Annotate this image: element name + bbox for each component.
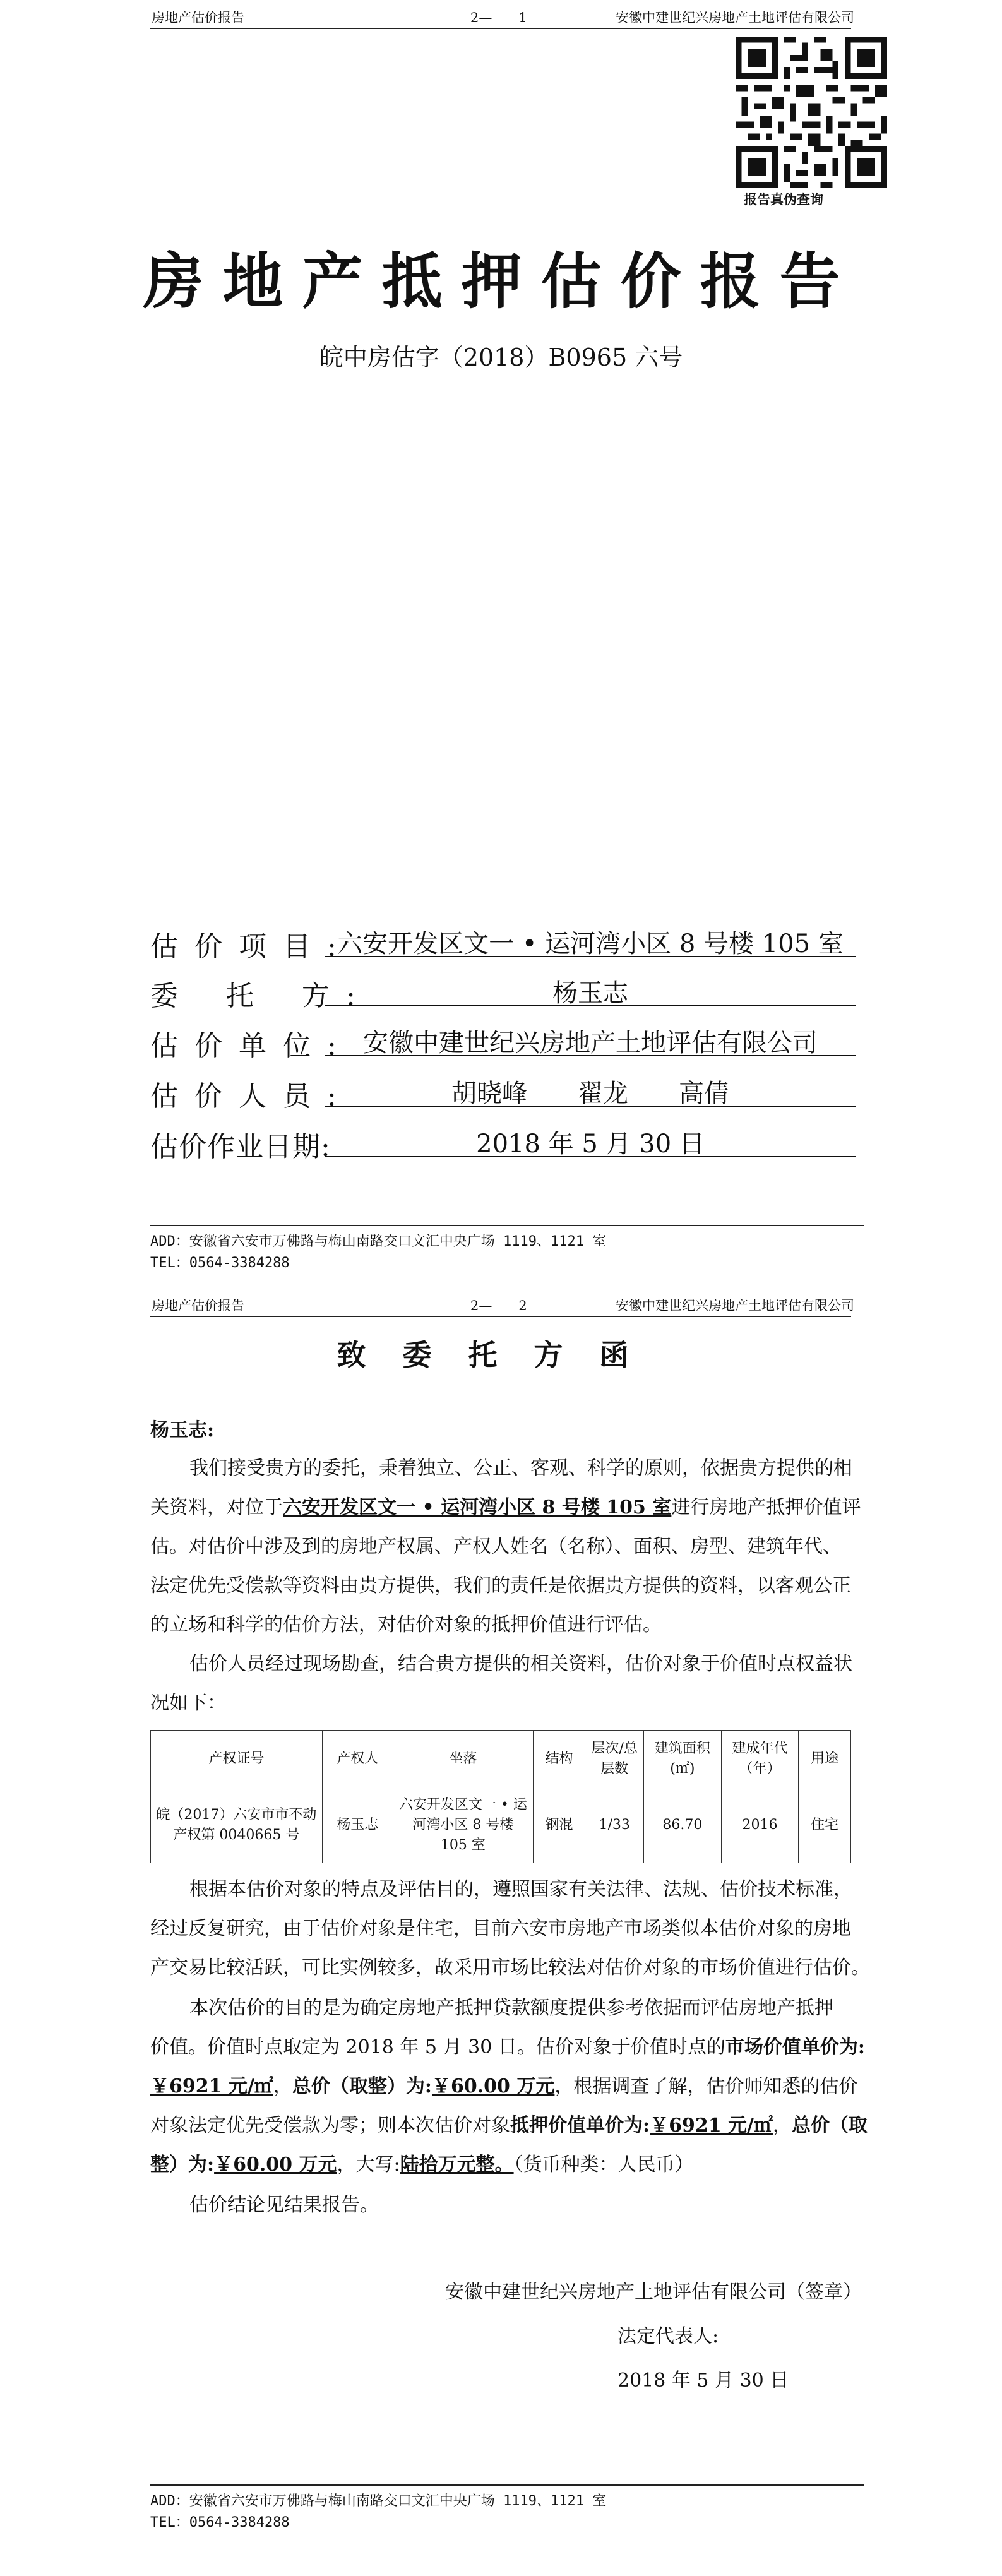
qr-code <box>736 37 887 188</box>
market-unit-price: ￥6921 元/㎡ <box>150 2075 273 2097</box>
table-cell-use: 住宅 <box>799 1787 851 1863</box>
mortgage-unit-price-label: 抵押价值单价为: <box>510 2114 650 2137</box>
para4-text: ，大写: <box>337 2154 400 2176</box>
market-unit-price-label: 市场价值单价为: <box>725 2036 865 2058</box>
footer-tel: TEL：0564-3384288 <box>150 1255 290 1271</box>
mortgage-total-label: 总价（取 <box>791 2114 868 2137</box>
property-table <box>150 1730 851 1863</box>
header-rule <box>150 28 851 29</box>
para4-text: 价值。价值时点取定为 2018 年 5 月 30 日。估价对象于价值时点的 <box>150 2036 725 2058</box>
page-header-number: 2— 2 <box>470 1298 527 1313</box>
footer-address: ADD：安徽省六安市万佛路与梅山南路交口文汇中央广场 1119、1121 室 <box>150 1234 607 1249</box>
table-cell-structure: 钢混 <box>533 1787 585 1863</box>
letter-title: 致委托方函 <box>337 1338 665 1372</box>
table-cell-floor: 1/33 <box>585 1787 644 1863</box>
table-header-cell: 用途 <box>799 1731 851 1787</box>
para4-line4 <box>150 2106 868 2145</box>
para3-line3: 产交易比较活跃，可比实例较多，故采用市场比较法对估价对象的市场价值进行估价。 <box>150 1957 870 1979</box>
footer-rule <box>150 2484 864 2486</box>
market-total-label: 总价（取整）为: <box>292 2075 432 2097</box>
page-header-title: 房地产估价报告 <box>152 1298 244 1313</box>
market-total-price: ￥60.00 万元 <box>431 2075 555 2097</box>
footer-tel: TEL：0564-3384288 <box>150 2515 290 2531</box>
table-cell-area: 86.70 <box>644 1787 722 1863</box>
para4-line2 <box>150 2028 865 2067</box>
para1-line5: 的立场和科学的估价方法，对估价对象的抵押价值进行评估。 <box>150 1614 662 1636</box>
table-cell-location: 六安开发区文一 • 运河湾小区 8 号楼 105 室 <box>393 1787 534 1863</box>
field-label-client: 委 托 方 : <box>150 980 359 1012</box>
report-title: 房地产抵押估价报告 <box>143 246 859 317</box>
field-value-work-date: 2018 年 5 月 30 日 <box>476 1130 705 1159</box>
para3-line1: 根据本估价对象的特点及评估目的，遵照国家有关法律、法规、估价技术标准， <box>189 1878 852 1900</box>
mortgage-unit-price: ￥6921 元/㎡ <box>650 2114 773 2137</box>
para4-text: 对象法定优先受偿款为零 <box>150 2114 359 2137</box>
table-header-cell: 产权人 <box>322 1731 393 1787</box>
para5: 估价结论见结果报告。 <box>189 2194 379 2216</box>
footer-address: ADD：安徽省六安市万佛路与梅山南路交口文汇中央广场 1119、1121 室 <box>150 2493 607 2509</box>
page-header-company: 安徽中建世纪兴房地产土地评估有限公司 <box>616 1298 854 1313</box>
signature-date: 2018 年 5 月 30 日 <box>617 2370 789 2392</box>
salutation: 杨玉志: <box>150 1419 215 1441</box>
para3-line2: 经过反复研究，由于估价对象是住宅，目前六安市房地产市场类似本估价对象的房地 <box>150 1917 851 1940</box>
para1-text: 关资料，对位于 <box>150 1496 283 1518</box>
table-header-cell: 坐落 <box>393 1731 534 1787</box>
para4-line1: 本次估价的目的是为确定房地产抵押贷款额度提供参考依据而评估房地产抵押 <box>189 1997 833 2019</box>
para1-line2 <box>150 1488 861 1527</box>
para2-line1: 估价人员经过现场勘查，结合贵方提供的相关资料，估价对象于价值时点权益状 <box>189 1653 852 1675</box>
para4-line3 <box>150 2067 857 2106</box>
table-header-cell: 结构 <box>533 1731 585 1787</box>
table-cell-owner: 杨玉志 <box>322 1787 393 1863</box>
field-value-appraiser-org: 安徽中建世纪兴房地产土地评估有限公司 <box>363 1029 818 1058</box>
table-header-cell: 产权证号 <box>151 1731 323 1787</box>
table-row <box>151 1787 851 1863</box>
mortgage-total-label-tail: 整）为: <box>150 2154 215 2176</box>
header-rule <box>150 1316 851 1317</box>
signature-company: 安徽中建世纪兴房地产土地评估有限公司（签章） <box>445 2281 862 2303</box>
para4-line5 <box>150 2145 694 2185</box>
para1-location: 六安开发区文一 • 运河湾小区 8 号楼 105 室 <box>283 1496 672 1518</box>
table-header-cell: 层次/总层数 <box>585 1731 644 1787</box>
table-cell-year: 2016 <box>721 1787 799 1863</box>
field-value-project: 六安开发区文一 • 运河湾小区 8 号楼 105 室 <box>337 929 844 958</box>
para4-text: ，根据调查了解，估价师知悉的估价 <box>554 2075 858 2097</box>
table-cell-cert-no: 皖（2017）六安市市不动产权第 0040665 号 <box>151 1787 323 1863</box>
page-header-title: 房地产估价报告 <box>152 10 244 25</box>
para1-text-tail: 进行房地产抵押价值评 <box>671 1496 861 1518</box>
page-header-number: 2— 1 <box>470 10 527 25</box>
table-header-row <box>151 1731 851 1787</box>
currency-note: （货币种类：人民币） <box>513 2154 694 2176</box>
field-label-work-date: 估价作业日期: <box>150 1131 331 1163</box>
field-value-client: 杨玉志 <box>552 979 628 1008</box>
para4-text: ；则本次估价对象 <box>359 2114 510 2137</box>
para4-sep: ， <box>273 2075 292 2097</box>
field-label-project: 估 价 项 目 : <box>150 931 340 963</box>
mortgage-total-chinese: 陆拾万元整。 <box>400 2154 514 2176</box>
signature-representative: 法定代表人: <box>617 2325 719 2347</box>
report-number: 皖中房估字（2018）B0965 六号 <box>319 343 683 371</box>
field-value-appraisers: 胡晓峰 翟龙 高倩 <box>451 1079 729 1108</box>
table-header-cell: 建筑面积(㎡) <box>644 1731 722 1787</box>
table-header-cell: 建成年代（年） <box>721 1731 799 1787</box>
field-label-appraisers: 估 价 人 员 : <box>150 1080 340 1112</box>
qr-caption: 报告真伪查询 <box>744 192 823 207</box>
para2-line2: 况如下： <box>150 1692 226 1714</box>
para1-line4: 法定优先受偿款等资料由贵方提供，我们的责任是依据贵方提供的资料，以客观公正 <box>150 1575 851 1597</box>
mortgage-total-price: ￥60.00 万元 <box>214 2154 337 2176</box>
field-label-appraiser-org: 估 价 单 位 : <box>150 1030 340 1062</box>
page-header-company: 安徽中建世纪兴房地产土地评估有限公司 <box>616 10 854 25</box>
footer-rule <box>150 1225 864 1226</box>
para1-line1: 我们接受贵方的委托，秉着独立、公正、客观、科学的原则，依据贵方提供的相 <box>189 1457 852 1479</box>
para4-sep: ， <box>772 2114 792 2137</box>
para1-line3: 估。对估价中涉及到的房地产权属、产权人姓名（名称）、面积、房型、建筑年代、 <box>150 1535 842 1558</box>
